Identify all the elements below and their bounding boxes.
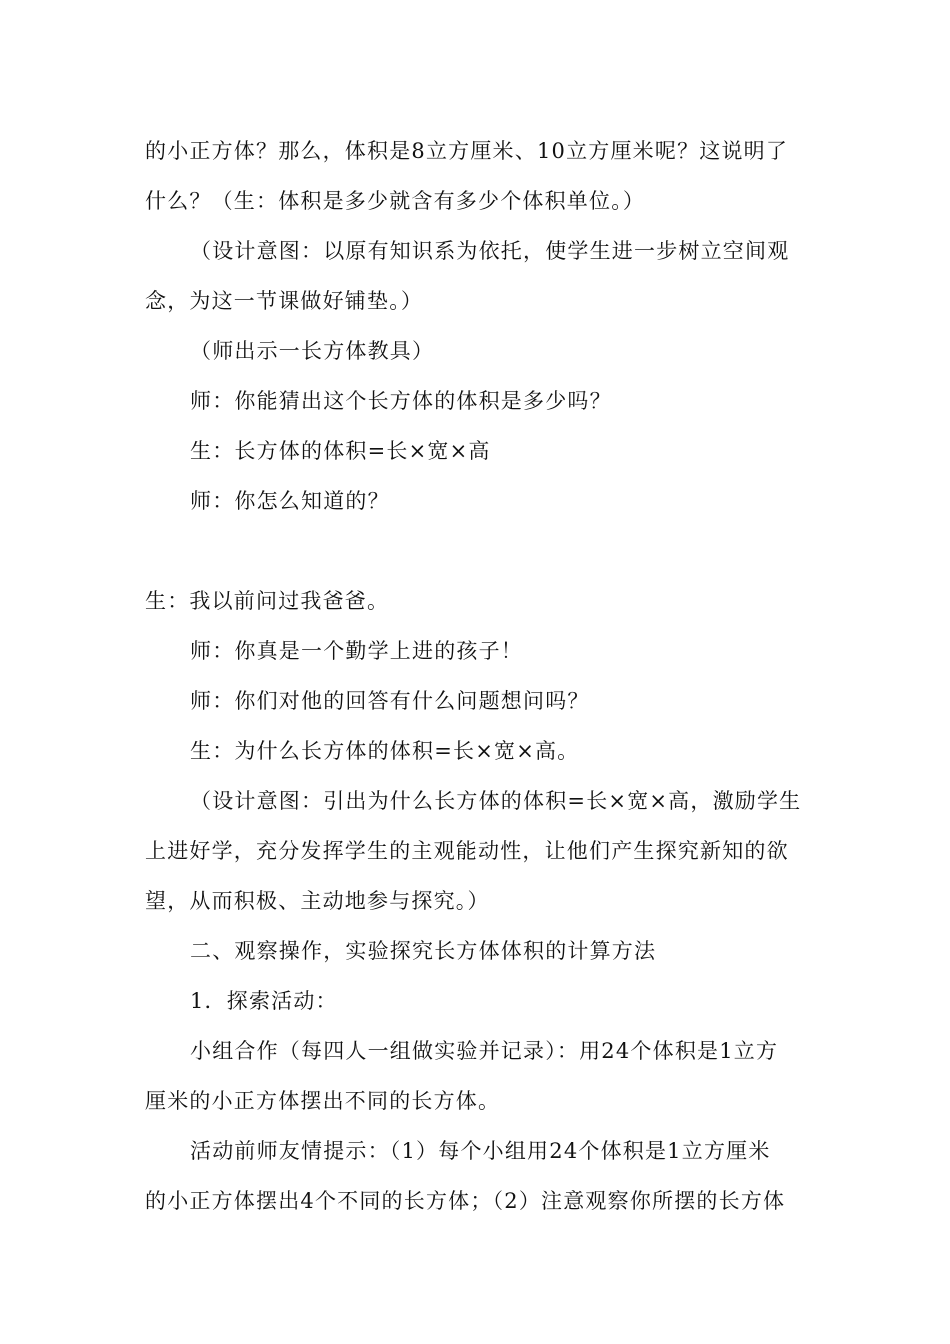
text-line: 厘米的小正方体摆出不同的长方体。 <box>145 1089 501 1113</box>
subsection-heading: 1．探索活动： <box>190 989 338 1013</box>
section-heading: 二、观察操作，实验探究长方体体积的计算方法 <box>190 939 657 963</box>
text-line: 生：为什么长方体的体积=长×宽×高。 <box>190 739 580 763</box>
text-line: 生：长方体的体积=长×宽×高 <box>190 439 491 463</box>
text-line: 的小正方体？那么，体积是8立方厘米、10立方厘米呢？这说明了 <box>145 139 789 163</box>
text-line: 念，为这一节课做好铺垫。） <box>145 289 424 313</box>
text-line: （设计意图：引出为什么长方体的体积=长×宽×高，激励学生 <box>190 789 802 813</box>
text-line: 什么？（生：体积是多少就含有多少个体积单位。） <box>145 189 646 213</box>
text-line: 望，从而积极、主动地参与探究。） <box>145 889 490 913</box>
text-line: 师：你能猜出这个长方体的体积是多少吗？ <box>190 389 612 413</box>
text-line: 的小正方体摆出4个不同的长方体；（2）注意观察你所摆的长方体 <box>145 1189 786 1213</box>
text-line: （设计意图：以原有知识系为依托，使学生进一步树立空间观 <box>190 239 790 263</box>
text-line: 活动前师友情提示：（1）每个小组用24个体积是1立方厘米 <box>190 1139 771 1163</box>
text-line: 生：我以前问过我爸爸。 <box>145 589 390 613</box>
text-line: （师出示一长方体教具） <box>190 339 435 363</box>
text-line: 上进好学，充分发挥学生的主观能动性，让他们产生探究新知的欲 <box>145 839 789 863</box>
text-line: 师：你们对他的回答有什么问题想问吗？ <box>190 689 590 713</box>
text-line: 师：你真是一个勤学上进的孩子！ <box>190 639 523 663</box>
text-line: 师：你怎么知道的？ <box>190 489 390 513</box>
text-line: 小组合作（每四人一组做实验并记录）：用24个体积是1立方 <box>190 1039 779 1063</box>
